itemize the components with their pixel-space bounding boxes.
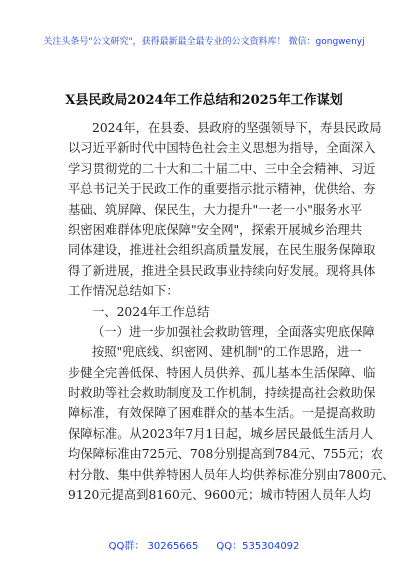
body-line: 得了新进展，推进全县民政事业持续向好发展。现将具体 xyxy=(68,263,376,278)
section-heading: 一、2024年工作总结 xyxy=(92,304,210,319)
document-title: X县民政局2024年工作总结和2025年工作谋划 xyxy=(65,93,343,108)
body-line: 平总书记关于民政工作的重要指示批示精神，优供给、夯 xyxy=(68,182,376,197)
body-line: 学习贯彻党的二十大和二十届二中、三中全会精神、习近 xyxy=(68,161,376,176)
body-line: 9120元提高到8160元、9600元；城市特困人员年人均 xyxy=(68,488,371,503)
body-line: 以习近平新时代中国特色社会主义思想为指导，全面深入 xyxy=(68,141,376,156)
contact-footer xyxy=(0,537,408,552)
promo-header: 关注头条号"公文研究"，获得最新最全最专业的公文资料库！ 微信：gongwenyj xyxy=(43,37,365,47)
qq-number-text: QQ：535304092 xyxy=(216,541,300,552)
body-line: 村分散、集中供养特困人员年人均供养标准分别由7800元、 xyxy=(68,467,395,482)
body-line: 均保障标准由725元、708分别提高到784元、755元；农 xyxy=(68,447,384,462)
document-body xyxy=(68,118,395,505)
body-line: 障标准，有效保障了困难群众的基本生活。一是提高救助 xyxy=(68,406,376,421)
qq-group-text: QQ群： 30265665 xyxy=(108,541,199,552)
body-line: 基础、筑屏障、保民生，大力提升"一老一小"服务水平 xyxy=(68,202,363,217)
body-line: 保障标准。从2023年7月1日起，城乡居民最低生活月人 xyxy=(68,426,374,441)
subsection-heading: （一）进一步加强社会救助管理，全面落实兜底保障 xyxy=(92,324,375,339)
body-line: 按照"兜底线、织密网、建机制"的工作思路，进一 xyxy=(92,345,362,360)
body-line: 工作情况总结如下： xyxy=(68,284,179,299)
body-line: 步健全完善低保、特困人员供养、孤儿基本生活保障、临 xyxy=(68,365,376,380)
body-line: 2024年，在县委、县政府的坚强领导下，寿县民政局 xyxy=(92,121,382,135)
body-line: 时救助等社会救助制度及工作机制，持续提高社会救助保 xyxy=(68,386,376,401)
body-line: 织密困难群体兜底保障"安全网"，探索开展城乡治理共 xyxy=(68,222,363,237)
body-line: 同体建设，推进社会组织高质量发展，在民生服务保障取 xyxy=(68,243,376,258)
